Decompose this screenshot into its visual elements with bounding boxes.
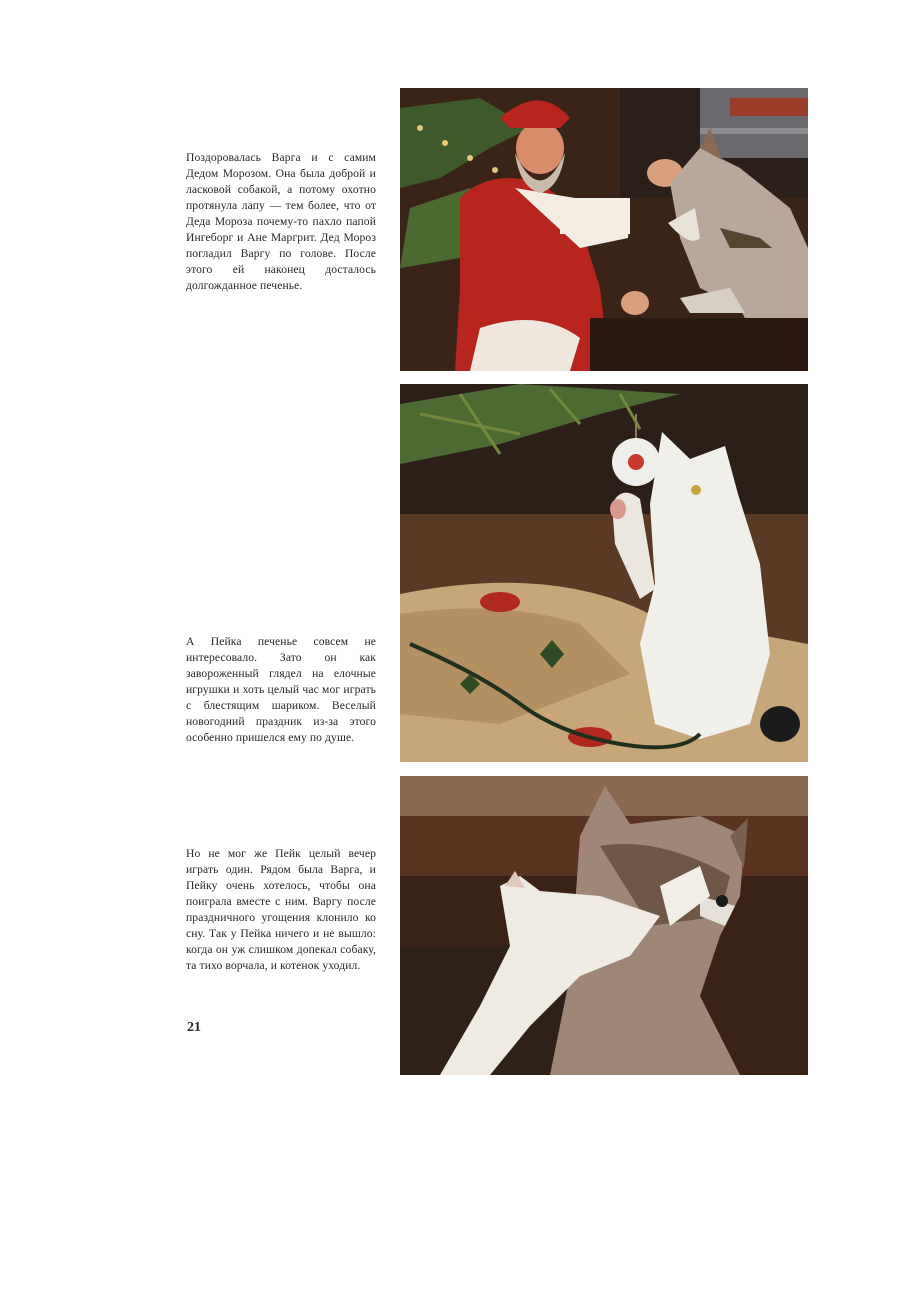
paragraph-kitten-ornament: А Пейка печенье совсем не интересовало. Зато он как завороженный глядел на елочные игрушки и хоть целый час мог играть с блестящим шариком. Веселый новогодний праздник из-за этого особенно пришелся ему по душе. bbox=[186, 634, 376, 744]
photo-kitten-dog-illustration bbox=[400, 776, 808, 1075]
photo-kitten-ornament bbox=[400, 384, 808, 762]
paragraph-santa: Поздоровалась Варга и с самим Дедом Морозом. Она была доброй и ласковой собакой, а потому охотно протянула лапу — тем более, что от Деда Мороза почему-то пахло папой Ингеборг и Ане Маргрит. Дед Мороз погладил Варгу по голове. После этого ей наконец досталось долгожданное печенье. bbox=[186, 150, 376, 292]
paragraph-kitten-dog: Но не мог же Пейк целый вечер играть один. Рядом была Варга, и Пейку очень хотелось, чтобы она поиграла вместе с ним. Варгу после праздничного угощения клонило ко сну. Так у Пейка ничего и не вышло: когда он уж слишком допекал собаку, та тихо ворчала, и котенок уходил. bbox=[186, 846, 376, 972]
photo-santa-illustration bbox=[400, 88, 808, 371]
photo-kitten-and-dog bbox=[400, 776, 808, 1075]
photo-santa-with-dog bbox=[400, 88, 808, 371]
page-number: 21 bbox=[187, 1020, 201, 1035]
photo-kitten-illustration bbox=[400, 384, 808, 762]
